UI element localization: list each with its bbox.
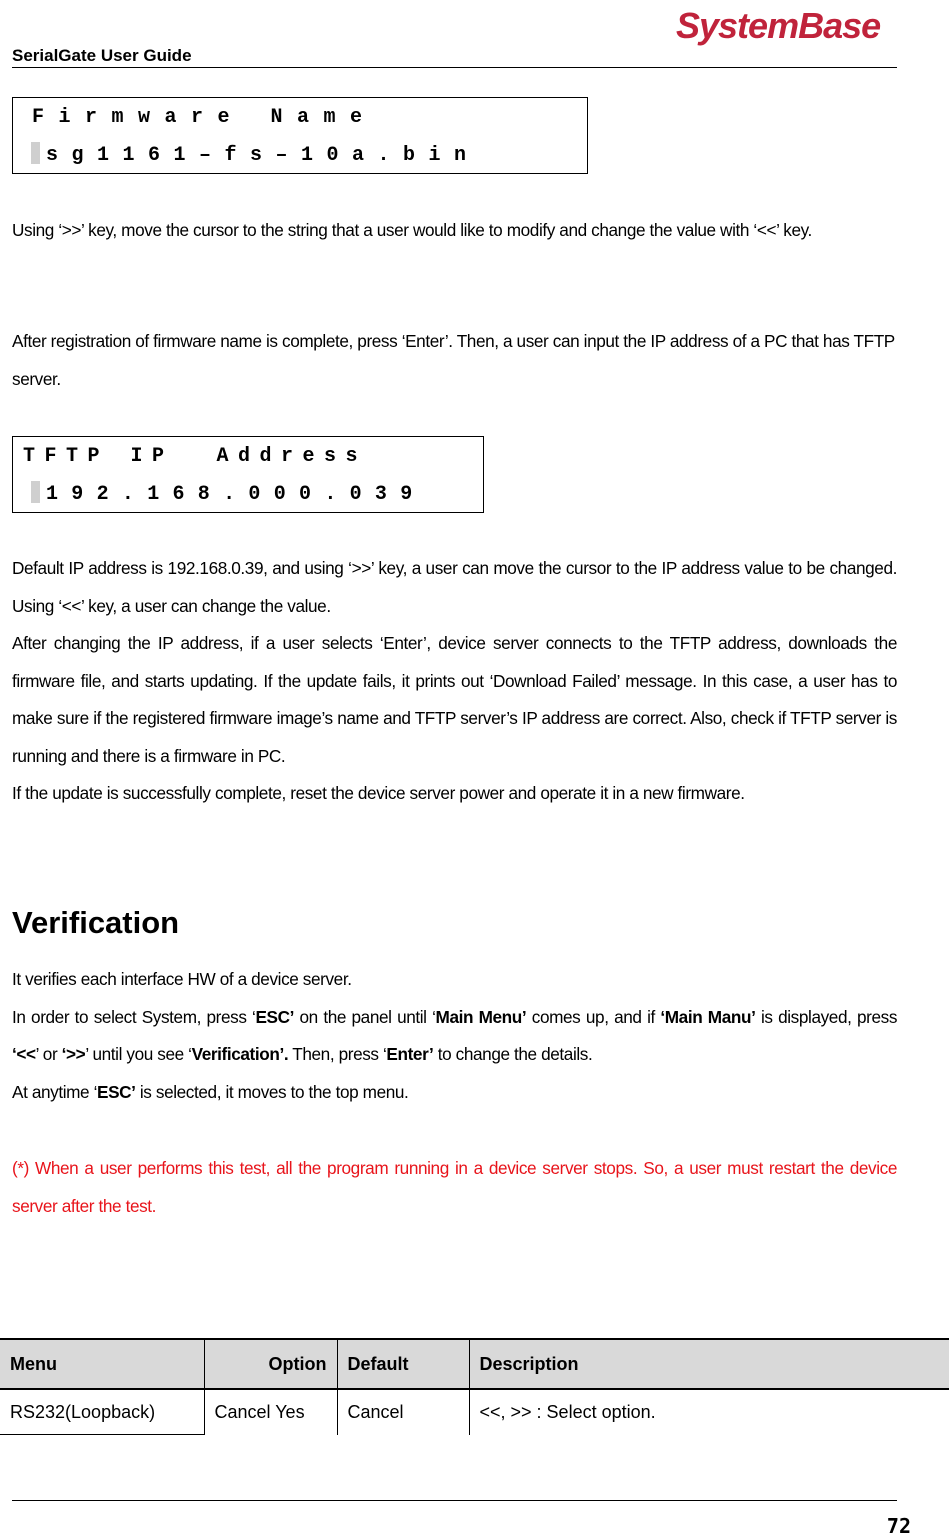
anytime-text: At anytime ‘ESC’ is selected, it moves to the top menu. bbox=[12, 1081, 409, 1102]
header-default: Default bbox=[337, 1339, 469, 1389]
table-row bbox=[0, 1389, 949, 1435]
header-option: Option bbox=[204, 1339, 337, 1389]
cell-description: <<, >> : Select option. bbox=[469, 1389, 949, 1435]
paragraph-tftp-details: Default IP address is 192.168.0.39, and using ‘>>’ key, a user can move the cursor to the IP address value to be changed. Using ‘<<’ key, a user can change the value. After changing the IP address, if a user selects ‘Enter’, device server connects to the TFTP address, downloads the firmware file, and starts updating. If the update fails, it prints out ‘Download Failed’ message. In this case, a user has to make sure if the registered firmware image’s name and TFTP server’s IP address are correct. Also, check if TFTP server is running and there is a firmware in PC. If the update is successfully complete, reset the device server power and operate it in a new firmware. bbox=[12, 558, 914, 803]
document-title: SerialGate User Guide bbox=[12, 46, 192, 65]
header-menu: Menu bbox=[0, 1339, 204, 1389]
paragraph-cursor: Using ‘>>’ key, move the cursor to the string that a user would like to modify and change the value with ‘<<’ key. bbox=[12, 220, 812, 240]
lcd-line-1: TFTP IP Address bbox=[23, 445, 368, 468]
cursor-block bbox=[31, 142, 40, 164]
logo-text: SystemBase bbox=[676, 5, 881, 46]
cell-menu: RS232(Loopback) bbox=[0, 1389, 204, 1435]
systembase-logo bbox=[676, 2, 900, 46]
paragraph-registration: After registration of firmware name is complete, press ‘Enter’. Then, a user can input the IP address of a PC that has TFTP server. bbox=[12, 331, 895, 389]
page-number: 72 bbox=[886, 1514, 911, 1538]
lcd-line-1: Firmware Name bbox=[32, 106, 377, 129]
lcd-firmware-name bbox=[12, 97, 588, 174]
verification-instructions bbox=[12, 961, 897, 1111]
lcd-tftp-address bbox=[12, 436, 484, 513]
intro-text: It verifies each interface HW of a device server. bbox=[12, 969, 352, 989]
footer-rule bbox=[12, 1500, 897, 1501]
cursor-block bbox=[31, 481, 40, 503]
section-heading: Verification bbox=[12, 905, 180, 940]
header-rule bbox=[12, 67, 897, 68]
cell-default: Cancel bbox=[337, 1389, 469, 1435]
cell-option: Cancel Yes bbox=[204, 1389, 337, 1435]
lcd-line-2: sg1161–fs–10a.bin bbox=[31, 142, 480, 167]
menu-table bbox=[0, 1338, 949, 1435]
header-description: Description bbox=[469, 1339, 949, 1389]
lcd-line-2: 192.168.000.039 bbox=[31, 481, 426, 506]
table-header-row bbox=[0, 1339, 949, 1389]
instruction-text: In order to select System, press ‘ESC’ on the panel until ‘Main Menu’ comes up, and if ‘Main Manu’ is displayed, press ‘<<’ or ‘>>’ until you see ‘Verification’. Then, press ‘Enter’ to change the details. bbox=[12, 1006, 898, 1064]
warning-note: (*) When a user performs this test, all the program running in a device server stops. So, a user must restart the device server after the test. bbox=[12, 1158, 897, 1216]
